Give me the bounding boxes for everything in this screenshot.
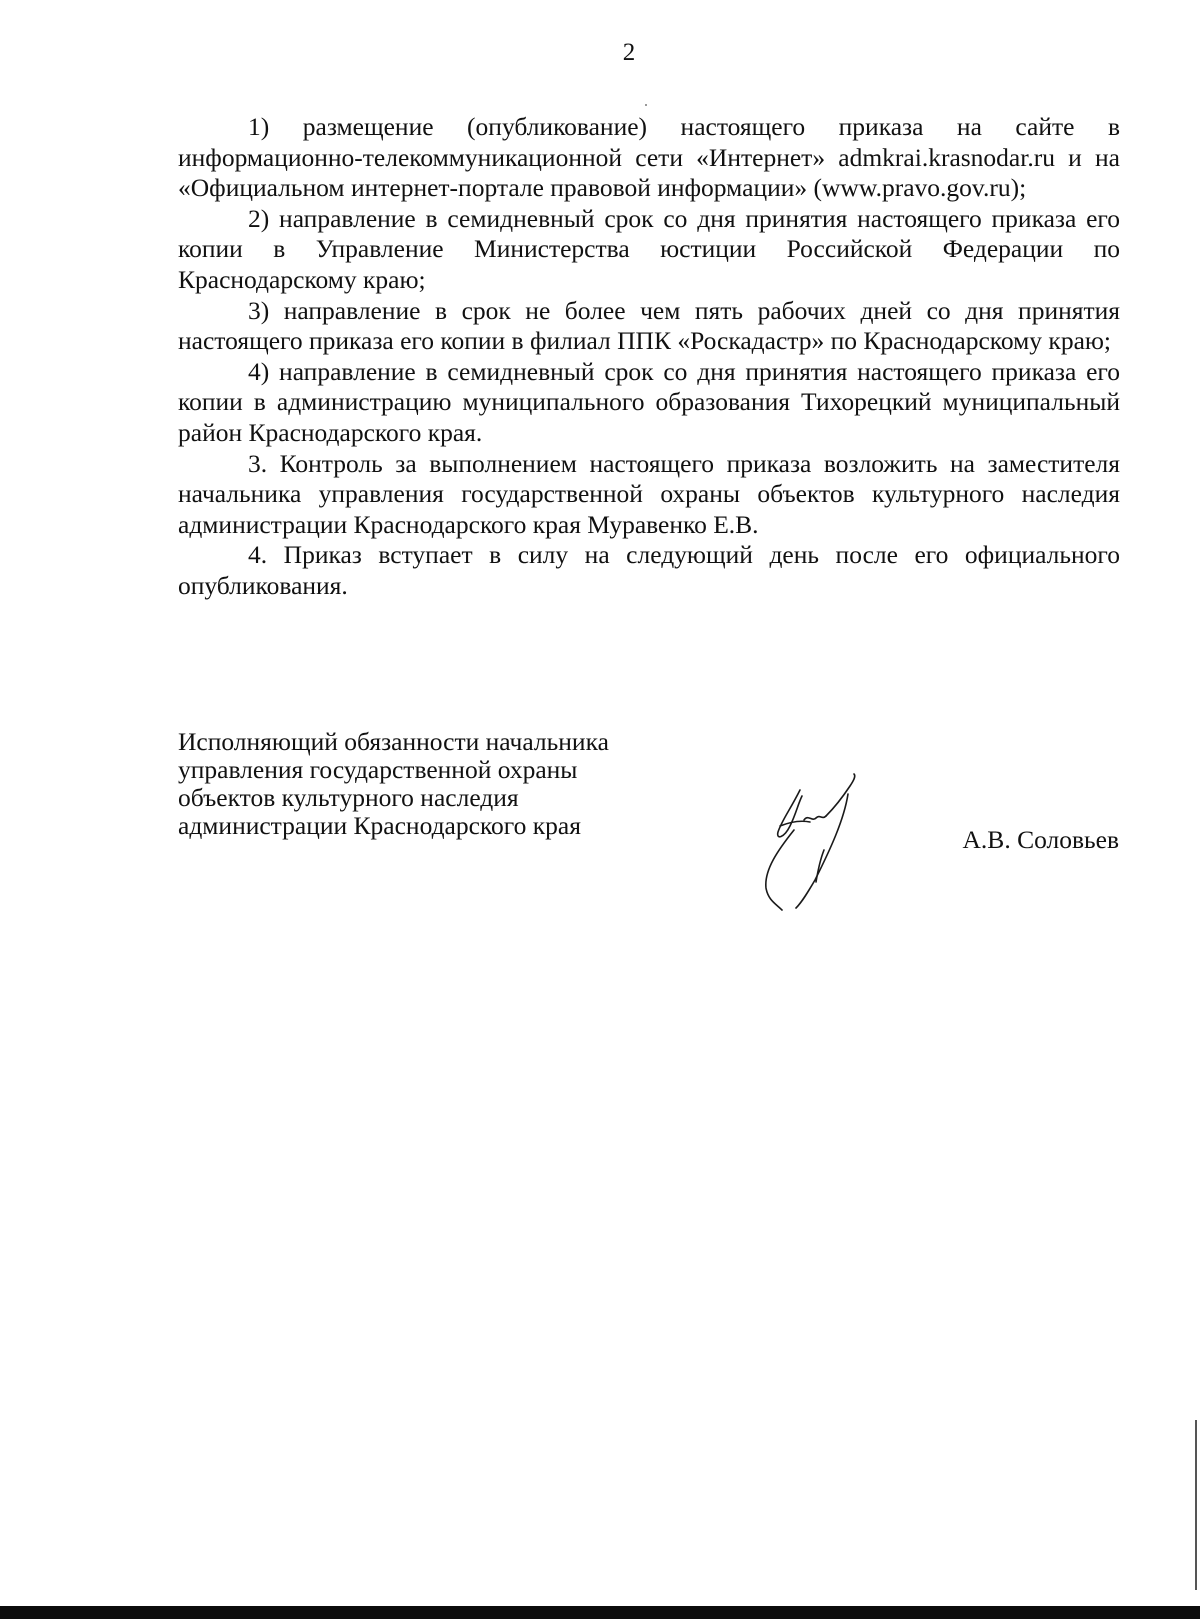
signer-position-line: управления государственной охраны (178, 755, 578, 784)
signer-position-line: Исполняющий обязанности начальника (178, 727, 609, 756)
scan-speck (645, 104, 647, 106)
signer-position (178, 728, 698, 840)
paragraph-entry-into-force: 4. Приказ вступает в силу на следующий день после его официального опубликования. (178, 540, 1120, 600)
scan-edge-right (1195, 1420, 1197, 1590)
signer-position-line: администрации Краснодарского края (178, 811, 581, 840)
signer-position-line: объектов культурного наследия (178, 783, 519, 812)
handwritten-signature (760, 770, 880, 920)
list-item-roskadastr-copy: 3) направление в срок не более чем пять рабочих дней со дня принятия настоящего приказа его копии в филиал ППК «Роскадастр» по Краснодарскому краю; (178, 295, 1120, 356)
document-body (178, 112, 1120, 602)
paragraph-control: 3. Контроль за выполнением настоящего приказа возложить на заместителя начальника управления государственной охраны объектов культурного наследия администрации Краснодарского края Муравенко Е.В. (178, 448, 1120, 539)
page-number: 2 (622, 39, 636, 66)
signer-name: А.В. Соловьев (962, 825, 1119, 854)
list-item-municipality-copy: 4) направление в семидневный срок со дня принятия настоящего приказа его копии в администрацию муниципального образования Тихорецкий муниципальный район Краснодарского края. (178, 356, 1120, 447)
scan-edge-bottom (0, 1606, 1200, 1619)
list-item-ministry-copy: 2) направление в семидневный срок со дня принятия настоящего приказа его копии в Управление Министерства юстиции Российской Федерации по Краснодарскому краю; (178, 203, 1120, 294)
list-item-publication: 1) размещение (опубликование) настоящего приказа на сайте в информационно-телекоммуникационной сети «Интернет» admkrai.krasnodar.ru и на «Официальном интернет-портале правовой информации» (www.pravo.gov.ru); (178, 112, 1120, 203)
